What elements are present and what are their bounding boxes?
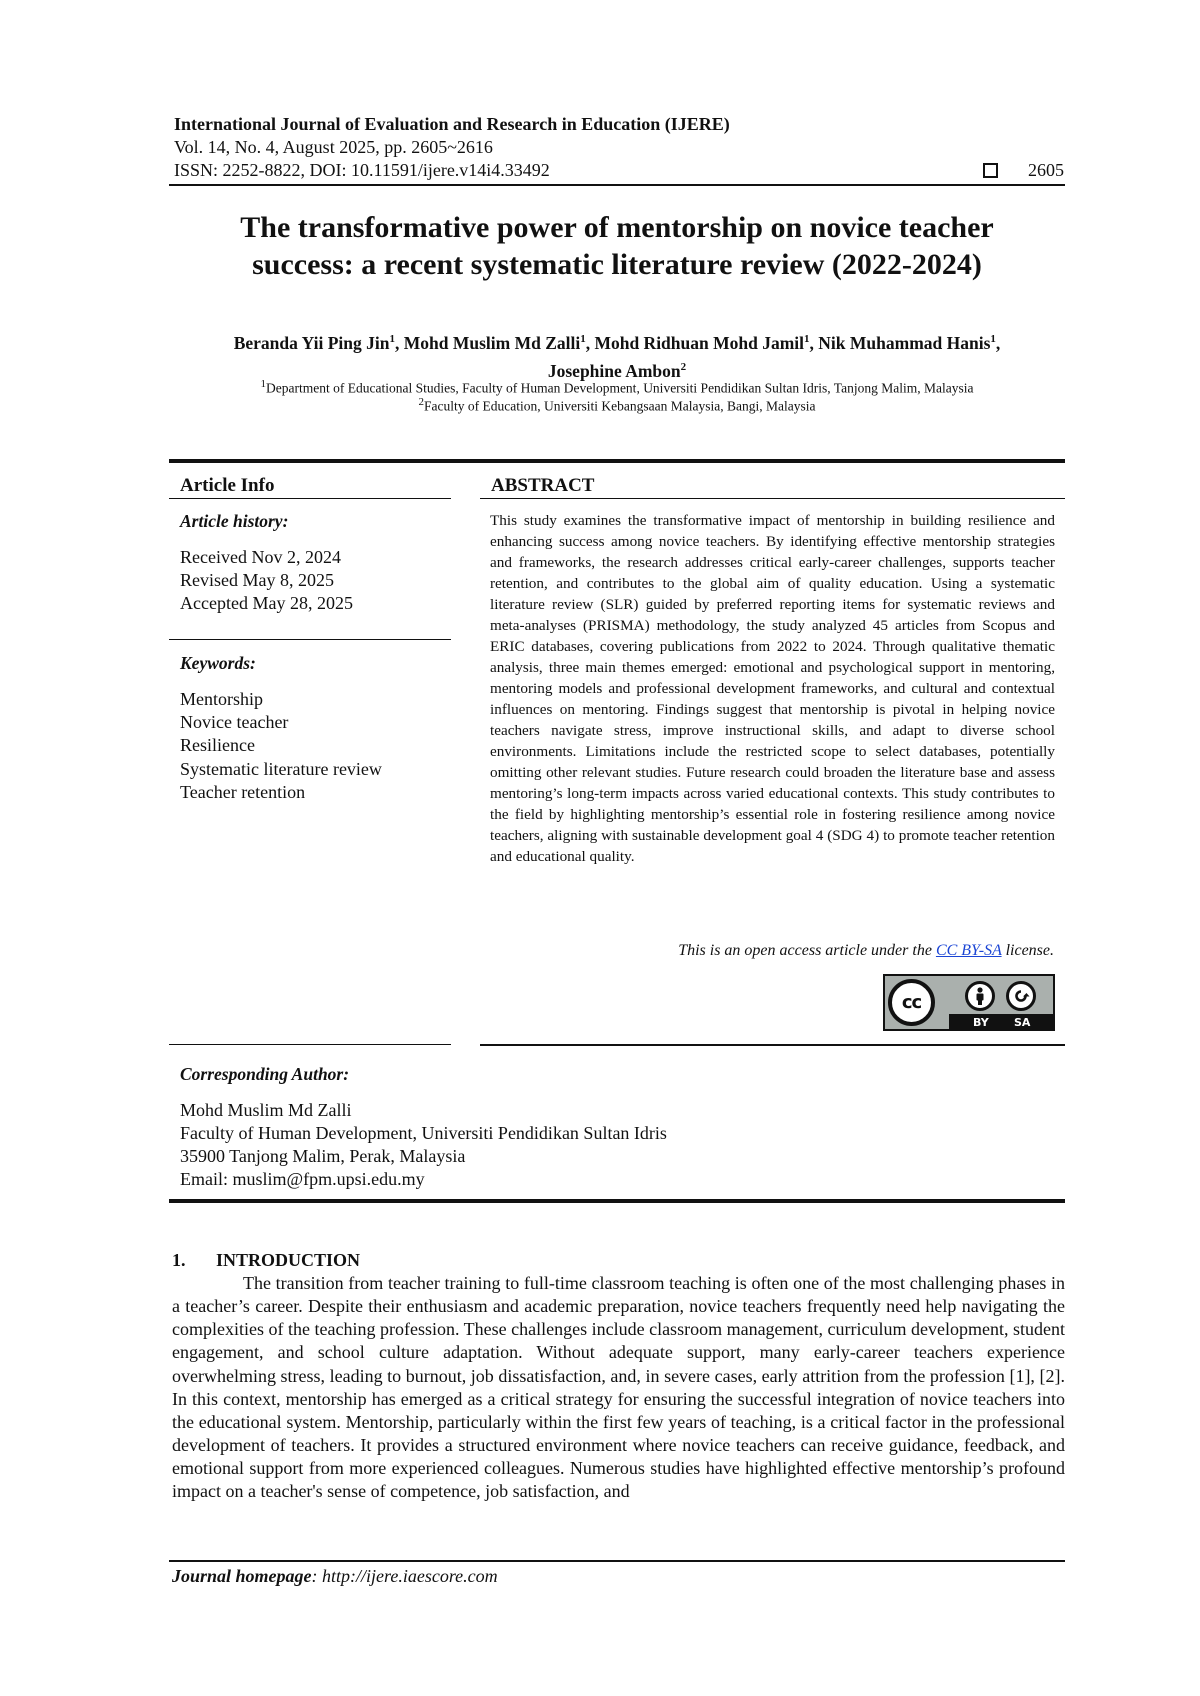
author-name: Nik Muhammad Hanis: [818, 332, 991, 353]
footer-rule: [169, 1560, 1065, 1562]
author-sup: 2: [680, 360, 687, 373]
corresponding-name: Mohd Muslim Md Zalli: [180, 1100, 352, 1120]
badge-sa-label: SA: [1014, 1016, 1031, 1029]
author-sup: 1: [990, 333, 996, 345]
keyword-item: Novice teacher: [180, 712, 289, 732]
keyword-item: Teacher retention: [180, 782, 306, 802]
title-line-2: success: a recent systematic literature review (2022-2024): [252, 248, 982, 281]
author-sup: 1: [389, 333, 395, 345]
footer-label: Journal homepage: [172, 1566, 312, 1586]
accepted-date: Accepted May 28, 2025: [180, 593, 353, 613]
section-heading-introduction: [172, 1250, 360, 1271]
abstract-text: This study examines the transformative impact of mentorship in building resilience and enhancing success among novice teachers. By identifying effective mentorship strategies and frameworks, the research addresses critical early-career challenges, supports teacher retention, and contributes to the global aim of quality education. Using a systematic literature review (SLR) guided by preferred reporting items for systematic reviews and meta-analyses (PRISMA) methodology, the study analyzed 45 articles from Scopus and ERIC databases, covering publications from 2022 to 2024. Through qualitative thematic analysis, three main themes emerged: emotional and psychological support in mentoring, mentoring models and professional development frameworks, and cultural and contextual influences on mentoring. Findings suggest that mentorship is pivotal in helping novice teachers navigate stress, improve instructional skills, and adapt to diverse school environments. Limitations include the restricted scope to select databases, potentially omitting other relevant studies. Future research could broaden the literature base and assess mentoring’s long-term impacts across varied educational contexts. This study contributes to the field by highlighting mentorship’s essential role in fostering resilience among novice teachers, aligning with sustainable development goal 4 (SDG 4) to promote teacher retention and educational quality.: [490, 512, 1055, 865]
header-rule: [169, 184, 1065, 186]
page-number-block: [983, 160, 1064, 181]
cc-icon: cc: [888, 979, 935, 1026]
attribution-icon: [965, 981, 995, 1011]
author-name: Josephine Ambon: [547, 360, 681, 381]
keywords-heading: Keywords:: [180, 653, 256, 673]
section-number: 1.: [172, 1250, 186, 1270]
journal-homepage-footer: [172, 1566, 498, 1587]
article-history-heading: Article history:: [180, 511, 289, 531]
journal-name: International Journal of Evaluation and Research in Education (IJERE): [174, 114, 730, 134]
share-alike-icon: [1006, 981, 1036, 1011]
abstract-bottom-rule: [480, 1044, 1065, 1046]
corresponding-email: Email: muslim@fpm.upsi.edu.my: [180, 1169, 425, 1189]
license-prefix: This is an open access article under the: [678, 942, 936, 959]
author-name: Beranda Yii Ping Jin: [233, 332, 390, 353]
journal-issn-doi: ISSN: 2252-8822, DOI: 10.11591/ijere.v14i4.33492: [174, 160, 550, 180]
cc-by-sa-badge-icon[interactable]: [883, 974, 1055, 1031]
affiliation-text: Department of Educational Studies, Faculty of Human Development, Universiti Pendidikan Sultan Idris, Tanjong Malim, Malaysia: [266, 380, 974, 396]
received-date: Received Nov 2, 2024: [180, 547, 341, 567]
title-line-1: The transformative power of mentorship on novice teacher: [240, 211, 994, 244]
square-bullet-icon: [983, 163, 998, 178]
affiliation-sup: 2: [418, 396, 425, 408]
author-list: [169, 327, 1065, 383]
corresponding-author-heading: Corresponding Author:: [180, 1064, 350, 1084]
affiliation-text: Faculty of Education, Universiti Kebangsaan Malaysia, Bangi, Malaysia: [424, 398, 816, 414]
author-sup: 1: [804, 333, 810, 345]
affiliation-1: [169, 378, 1065, 397]
journal-homepage-link[interactable]: : http://ijere.iaescore.com: [311, 1566, 498, 1586]
badge-strip: [949, 1014, 1053, 1029]
cc-by-sa-link[interactable]: CC BY-SA: [935, 942, 1002, 959]
affiliation-sup: 1: [260, 378, 267, 390]
affiliation-2: [169, 396, 1065, 415]
corresponding-bottom-rule: [169, 1199, 1065, 1203]
author-name: Mohd Ridhuan Mohd Jamil: [594, 332, 805, 353]
paper-title: [169, 209, 1065, 283]
abstract-heading: ABSTRACT: [491, 475, 595, 496]
info-top-rule: [169, 459, 1065, 463]
keywords-divider: [169, 639, 451, 640]
journal-volume: Vol. 14, No. 4, August 2025, pp. 2605~2616: [174, 137, 493, 157]
introduction-paragraph: The transition from teacher training to full-time classroom teaching is often one of the most challenging phases in a teacher’s career. Despite their enthusiasm and academic preparation, novice teachers frequently need help navigating the complexities of the teaching profession. These challenges include classroom management, curriculum development, student engagement, and school culture adaptation. Without adequate support, many early-career teachers experience overwhelming stress, leading to burnout, job dissatisfaction, and, in severe cases, early attrition from the profession [1], [2]. In this context, mentorship has emerged as a critical strategy for ensuring the successful integration of novice teachers into the educational system. Mentorship, particularly within the first few years of teaching, is a critical factor in the professional development of teachers. It provides a structured environment where novice teachers can receive guidance, feedback, and emotional support from more experienced colleagues. Numerous studies have highlighted effective mentorship’s profound impact on a teacher's sense of competence, job satisfaction, and: [172, 1273, 1065, 1502]
author-sup: 1: [580, 333, 586, 345]
abstract-heading-rule: [480, 498, 1065, 499]
keyword-item: Systematic literature review: [180, 759, 382, 779]
license-statement: [678, 942, 1054, 960]
section-title: INTRODUCTION: [216, 1250, 361, 1270]
author-sep: ,: [809, 332, 819, 353]
license-suffix: license.: [1001, 942, 1054, 959]
article-info-heading: Article Info: [180, 475, 275, 496]
author-line-1: [169, 327, 1065, 355]
corresponding-faculty: Faculty of Human Development, Universiti Pendidikan Sultan Idris: [180, 1123, 667, 1143]
keyword-item: Resilience: [180, 735, 255, 755]
badge-by-label: BY: [973, 1016, 989, 1029]
info-heading-rule: [169, 498, 451, 499]
page-number: 2605: [1028, 160, 1064, 180]
author-name: Mohd Muslim Md Zalli: [403, 332, 581, 353]
corresponding-address: 35900 Tanjong Malim, Perak, Malaysia: [180, 1146, 466, 1166]
revised-date: Revised May 8, 2025: [180, 570, 334, 590]
keyword-item: Mentorship: [180, 689, 263, 709]
author-sep: ,: [585, 332, 595, 353]
author-sep: ,: [394, 332, 404, 353]
info-bottom-rule: [169, 1044, 451, 1045]
author-sep: ,: [995, 332, 1001, 353]
